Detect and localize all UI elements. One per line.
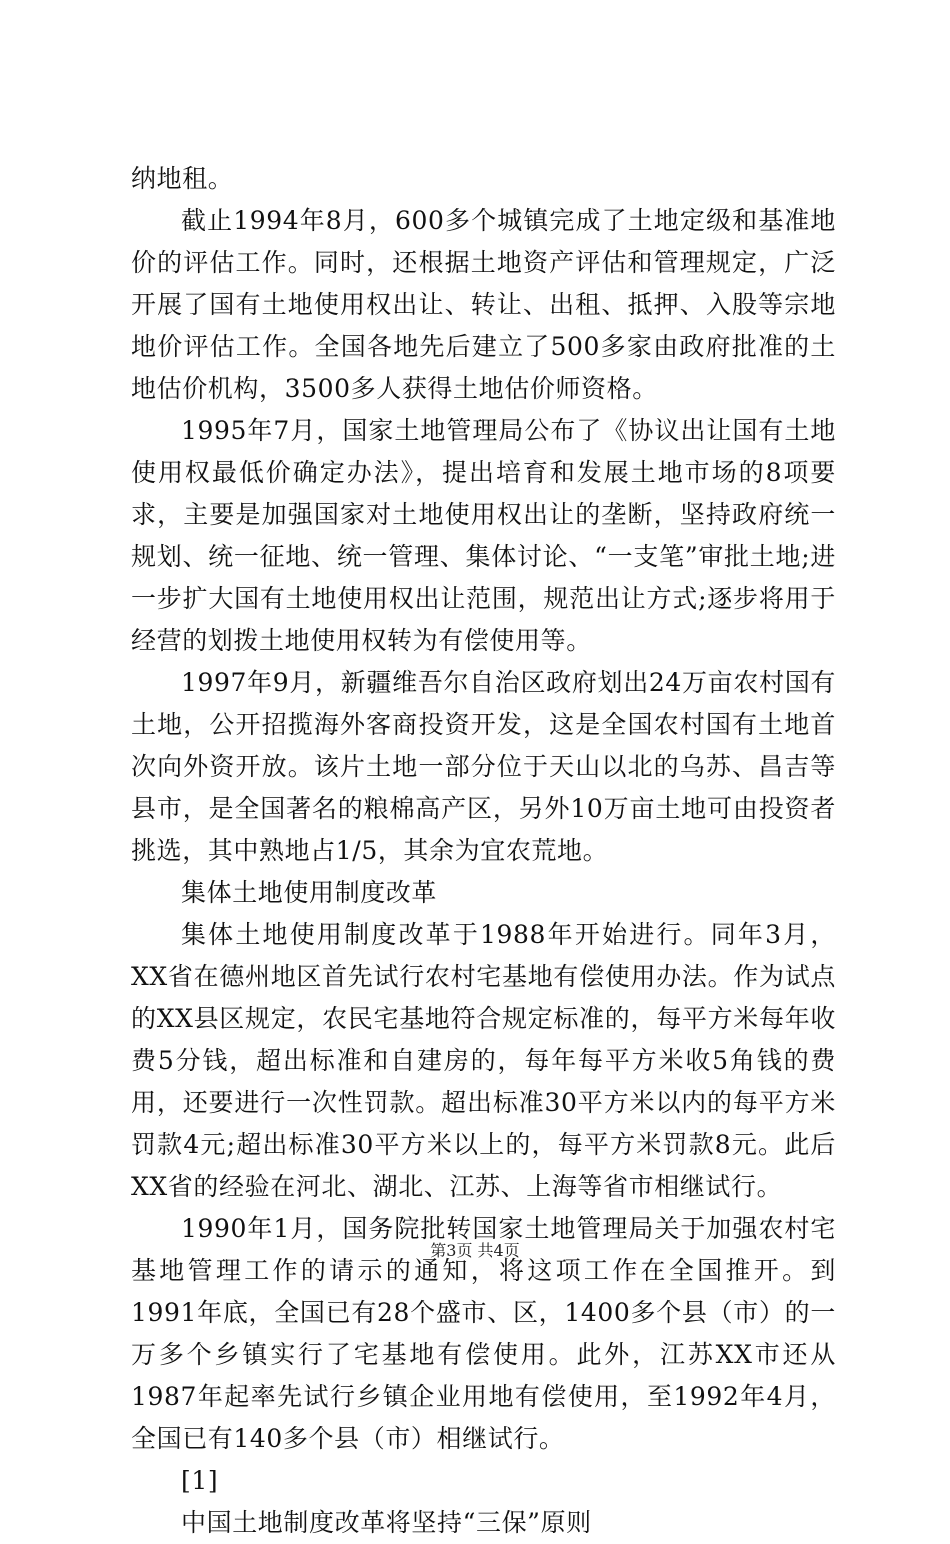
paragraph-1997-xinjiang: 1997年9月，新疆维吾尔自治区政府划出24万亩农村国有土地，公开招揽海外客商投资开发，这是全国农村国有土地首次向外资开放。该片土地一部分位于天山以北的乌苏、昌吉等县市，是全国著名的粮棉高产区，另外10万亩土地可由投资者挑选，其中熟地占1/5，其余为宜农荒地。 bbox=[131, 668, 836, 865]
paragraph-1990-state-council: 1990年1月，国务院批转国家土地管理局关于加强农村宅基地管理工作的请示的通知，将这项工作在全国推开。到1991年底，全国已有28个盛市、区，1400多个县（市）的一万多个乡镇实行了宅基地有偿使用。此外，江苏XX市还从1987年起率先试行乡镇企业用地有偿使用，至1992年4月，全国已有140多个县（市）相继试行。 bbox=[131, 1214, 836, 1453]
paragraph-collective-reform: 集体土地使用制度改革于1988年开始进行。同年3月，XX省在德州地区首先试行农村宅基地有偿使用办法。作为试点的XX县区规定，农民宅基地符合规定标准的，每平方米每年收费5分钱，超出标准和自建房的，每年每平方米收5角钱的费用，还要进行一次性罚款。超出标准30平方米以内的每平方米罚款4元;超出标准30平方米以上的，每平方米罚款8元。此后XX省的经验在河北、湖北、江苏、上海等省市相继试行。 bbox=[131, 920, 836, 1201]
paragraph-continuation: 纳地租。 bbox=[131, 164, 234, 193]
page-number-footer: 第3页 共4页 bbox=[430, 1241, 520, 1260]
document-body bbox=[131, 158, 836, 1544]
section-heading-collective-land: 集体土地使用制度改革 bbox=[181, 878, 438, 907]
section-heading-three-principles: 中国土地制度改革将坚持“三保”原则 bbox=[181, 1508, 592, 1537]
reference-marker: [1] bbox=[181, 1466, 219, 1495]
paragraph-1995-regulation: 1995年7月，国家土地管理局公布了《协议出让国有土地使用权最低价确定办法》，提出培育和发展土地市场的8项要求，主要是加强国家对土地使用权出让的垄断，坚持政府统一规划、统一征地、统一管理、集体讨论、“一支笔”审批土地;进一步扩大国有土地使用权出让范围，规范出让方式;逐步将用于经营的划拨土地使用权转为有偿使用等。 bbox=[131, 416, 836, 655]
paragraph-land-valuation: 截止1994年8月，600多个城镇完成了土地定级和基准地价的评估工作。同时，还根据土地资产评估和管理规定，广泛开展了国有土地使用权出让、转让、出租、抵押、入股等宗地地价评估工作。全国各地先后建立了500多家由政府批准的土地估价机构，3500多人获得土地估价师资格。 bbox=[131, 206, 836, 403]
